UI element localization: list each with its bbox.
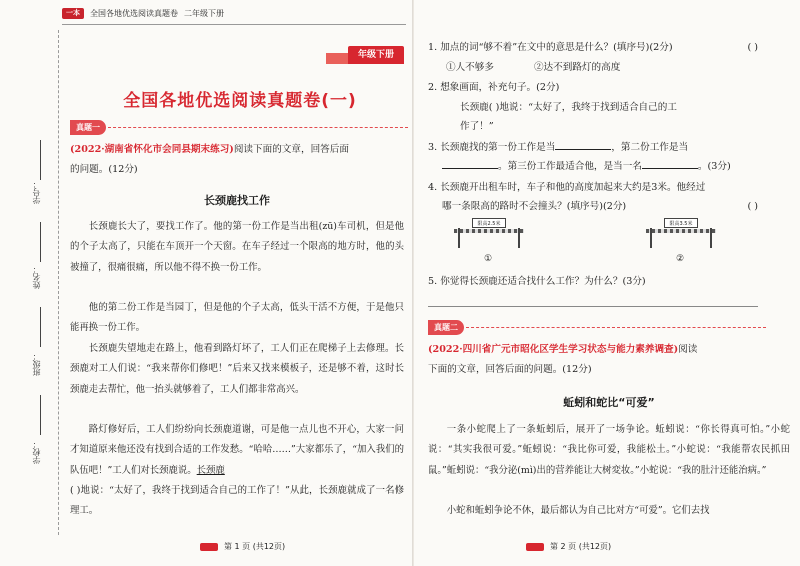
section-2-instruction — [428, 340, 790, 380]
student-id-line — [40, 140, 41, 180]
binding-line — [58, 30, 59, 535]
height-sign-1-post-left — [458, 228, 460, 248]
height-sign-2-post-right — [710, 228, 712, 248]
school-label: 学校： — [32, 440, 41, 464]
question-3-blank-3[interactable] — [642, 159, 698, 169]
left-page-number: 第 1 页 (共12页) — [224, 542, 286, 551]
story-1-paragraph-2: 他的第二份工作是当园丁，但是他的个子太高，低头干活不方便，于是他只能再换一份工作。 — [70, 302, 404, 334]
right-page-number: 第 2 页 (共12页) — [550, 542, 612, 551]
height-sign-1-plate: 限高2.5米 — [472, 218, 506, 228]
question-5: 5. 你觉得长颈鹿还适合找什么工作？为什么？(3分) — [428, 276, 646, 287]
section-2-instruction-a: 阅读 — [678, 344, 698, 355]
section-1-instruction-b: 的问题。(12分) — [70, 164, 138, 175]
class-line — [40, 307, 41, 347]
question-3-c: 。第三份工作最适合他，是当一名 — [498, 161, 642, 172]
class-label: 班级： — [32, 352, 41, 376]
section-1-rule — [108, 127, 408, 128]
right-page — [414, 0, 800, 566]
header-divider — [62, 24, 406, 25]
story-2-title: 蚯蚓和蛇比“可爱” — [563, 396, 655, 409]
section-1-source: (2022·湖南省怀化市会同县期末练习) — [70, 144, 234, 155]
question-3-a: 3. 长颈鹿找的第一份工作是当 — [428, 142, 556, 153]
section-1-label: 真题一 — [70, 120, 106, 135]
left-footer — [200, 541, 285, 552]
section-1-instruction-a: 阅读下面的文章，回答后面 — [233, 144, 349, 155]
question-2-sentence — [460, 98, 790, 136]
height-sign-1-beam — [454, 229, 524, 233]
school-line — [40, 395, 41, 435]
height-sign-2-plate: 限高3.5米 — [664, 218, 698, 228]
story-1-paragraph-4a: 路灯修好后，工人们纷纷向长颈鹿道谢，可是他一点儿也不开心，大家一问才知道原来他还没有找到合适的工作发愁。“哈哈……”大家都乐了，“加入我们的队伍吧！”工人们对长颈鹿说。 — [70, 424, 404, 476]
right-footer — [526, 541, 611, 552]
question-1 — [428, 38, 788, 57]
student-name-label: 姓名： — [32, 265, 41, 289]
question-1-text: 1. 加点的词“够不着”在文中的意思是什么？(填序号)(2分) — [428, 42, 673, 53]
question-4 — [428, 178, 788, 216]
question-1-option-2: ②达不到路灯的高度 — [533, 62, 621, 73]
height-sign-1 — [454, 218, 524, 248]
story-2-paragraph-1: 一条小蛇爬上了一条蚯蚓后，展开了一场争论。蚯蚓说：“你长得真可怕。”小蛇说：“其实我很可爱。”蚯蚓说：“我比你可爱，我能松土。”小蛇说：“我能帮农民抓田鼠。”蚯蚓说：“我分泌(mì)出的营养能让大树変妆。”小蛇说：“我的肚汁还能治病。” — [428, 424, 790, 476]
story-1-paragraph-3: 长颈鹿失望地走在路上，他看到路灯坏了，工人们正在爬梯子上去修理。长颈鹿对工人们说：“我来帮你们修吧！”后来又找来模板子，还是够不着，这时长颈鹿走去帮忙，他一抬头就够着了，工人们都非常高兴。 — [70, 343, 404, 395]
height-sign-2-beam — [646, 229, 716, 233]
story-1-paragraph-1: 长颈鹿长大了，要找工作了。他的第一份工作是当出租(zū)车司机，但是他的个子太高了，只能在车顶开一个天窗。在车子经过一个限高的地方时，他的头被撞了，很痛很痛，所以他不得不换一份工作。 — [70, 221, 404, 273]
question-3-blank-1[interactable] — [555, 140, 611, 150]
story-1-title: 长颈鹿找工作 — [204, 194, 270, 207]
question-1-answer-box[interactable]: ( ) — [747, 42, 758, 53]
height-sign-2 — [646, 218, 716, 248]
height-limit-signs — [454, 218, 754, 264]
section-2-tag — [428, 320, 766, 335]
student-id-label: 学号： — [32, 180, 41, 204]
story-1-paragraph-5: ( )地说：“太好了，我终于找到适合自己的工作了！”从此，长颈鹿就成了一名修理工。 — [70, 485, 404, 517]
header-title: 全国各地优选阅读真题卷 — [90, 9, 178, 18]
section-2-rule — [466, 327, 766, 328]
question-3 — [428, 138, 788, 176]
story-1-paragraph-4 — [70, 420, 404, 481]
question-3-blank-2[interactable] — [442, 159, 498, 169]
question-2: 2. 想象画面，补充句子。(2分) — [428, 82, 560, 93]
section-1-tag — [70, 120, 408, 135]
page-title: 全国各地优选阅读真题卷(一) — [123, 91, 357, 111]
section-2-source: (2022·四川省广元市昭化区学生学习状态与能力素养调查) — [428, 344, 679, 355]
grade-badge — [326, 46, 404, 64]
question-3-d: 。(3分) — [697, 161, 731, 172]
section-2-label: 真题二 — [428, 320, 464, 335]
page-header — [62, 8, 224, 19]
height-sign-2-number: ② — [676, 254, 685, 264]
question-4-line-b: 哪一条限高的路时不会撞头？(填序号)(2分) — [442, 201, 627, 212]
height-sign-1-post-right — [518, 228, 520, 248]
header-grade: 二年级下册 — [184, 9, 224, 18]
footer-logo-left — [200, 543, 218, 551]
question-5-answer-line[interactable] — [428, 306, 758, 307]
story-1-paragraph-4b: 长颈鹿 — [196, 464, 225, 476]
question-1-options — [446, 58, 786, 77]
section-1-instruction — [70, 140, 404, 180]
question-4-answer-box[interactable]: ( ) — [747, 201, 758, 212]
question-4-line-a: 4. 长颈鹿开出租车时，车子和他的高度加起来大约是3米。他经过 — [428, 182, 706, 193]
section-2-instruction-b: 下面的文章，回答后面的问题。(12分) — [428, 364, 592, 375]
question-1-option-1: ①人不够多 — [446, 62, 494, 73]
brand-logo: 一本 — [62, 8, 84, 19]
height-sign-2-post-left — [650, 228, 652, 248]
question-2-line-a: 长颈鹿( )地说：“太好了，我终于找到适合自己的工 — [460, 102, 677, 113]
height-sign-1-number: ① — [484, 254, 493, 264]
footer-logo-right — [526, 543, 544, 551]
badge-label: 年级下册 — [348, 46, 404, 64]
story-2-paragraph-2: 小蛇和蚯蚓争论不休，最后都认为自己比对方“可爱”。它们去找 — [446, 505, 710, 516]
question-2-line-b: 作了！” — [460, 121, 494, 132]
question-3-b: ，第二份工作是当 — [611, 142, 689, 153]
student-name-line — [40, 222, 41, 262]
